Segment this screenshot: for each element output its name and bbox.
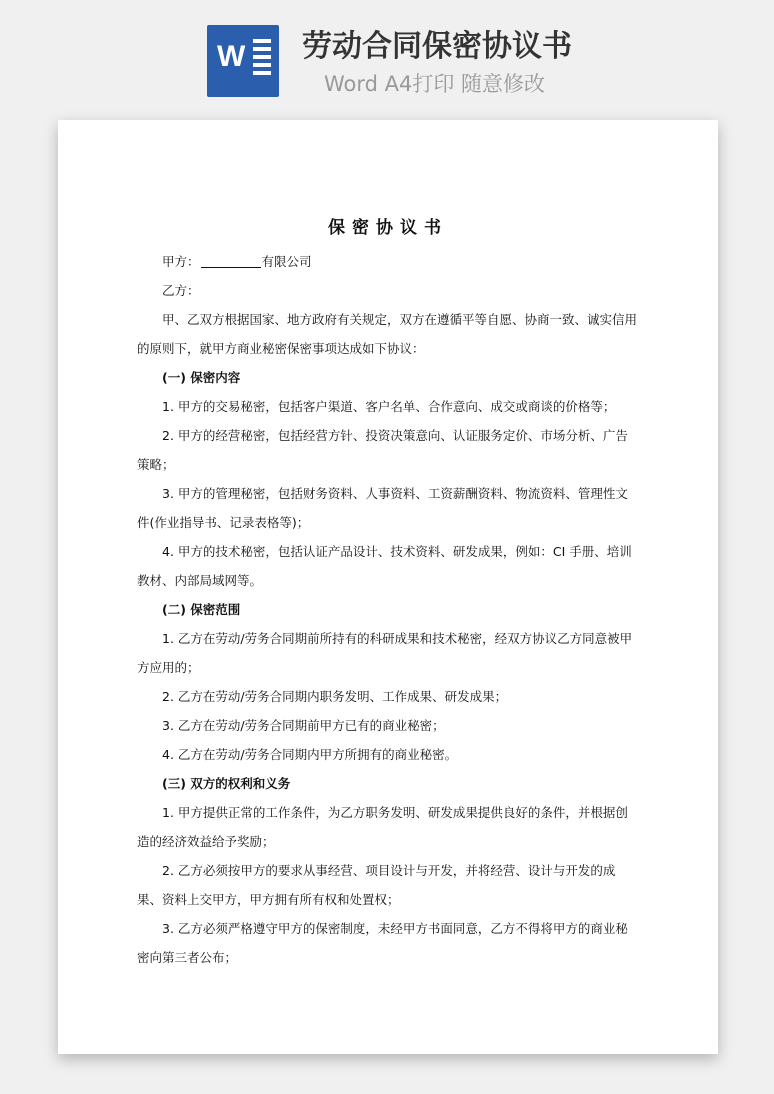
document-title: 保密协议书 (328, 218, 448, 238)
party-b-line: 乙方： (162, 283, 200, 298)
page-subtitle: Word A4打印 随意修改 (324, 72, 546, 96)
section-heading: (一) 保密内容 (162, 370, 241, 385)
list-item: 2. 乙方在劳动/劳务合同期内职务发明、工作成果、研发成果； (162, 689, 508, 704)
word-icon (207, 25, 279, 97)
page-title: 劳动合同保密协议书 (302, 29, 572, 64)
list-item: 1. 乙方在劳动/劳务合同期前所持有的科研成果和技术秘密，经双方协议乙方同意被甲方应用的； (137, 631, 633, 675)
section-heading: (三) 双方的权利和义务 (162, 776, 291, 791)
list-item: 2. 甲方的经营秘密，包括经营方针、投资决策意向、认证服务定价、市场分析、广告策略； (137, 428, 628, 472)
list-item: 4. 乙方在劳动/劳务合同期内甲方所拥有的商业秘密。 (162, 747, 458, 762)
party-a-line: 甲方： 有限公司 (162, 254, 312, 269)
list-item: 3. 乙方在劳动/劳务合同期前甲方已有的商业秘密； (162, 718, 445, 733)
list-item: 3. 甲方的管理秘密，包括财务资料、人事资料、工资薪酬资料、物流资料、管理性文件(作业指导书、记录表格等)； (137, 486, 628, 530)
list-item: 1. 甲方提供正常的工作条件，为乙方职务发明、研发成果提供良好的条件，并根据创造的经济效益给予奖励； (137, 805, 628, 849)
list-item: 4. 甲方的技术秘密，包括认证产品设计、技术资料、研发成果，例如：CI 手册、培训教材、内部局域网等。 (137, 544, 632, 588)
word-icon-lines (253, 39, 271, 79)
watermark (91, 450, 113, 480)
list-item: 2. 乙方必须按甲方的要求从事经营、项目设计与开发，并将经营、设计与开发的成果、资料上交甲方，甲方拥有所有权和处置权； (137, 863, 616, 907)
section-heading: (二) 保密范围 (162, 602, 241, 617)
list-item: 3. 乙方必须严格遵守甲方的保密制度，未经甲方书面同意，乙方不得将甲方的商业秘密向第三者公布； (137, 921, 628, 965)
word-icon-letter: W (217, 40, 246, 73)
document-page (58, 120, 718, 1054)
document-body (137, 247, 637, 972)
list-item: 1. 甲方的交易秘密，包括客户渠道、客户名单、合作意向、成交或商谈的价格等； (162, 399, 616, 414)
header (0, 0, 774, 110)
party-a-blank (201, 253, 261, 268)
intro-paragraph: 甲、乙双方根据国家、地方政府有关规定，双方在遵循平等自愿、协商一致、诚实信用的原则下，就甲方商业秘密保密事项达成如下协议： (137, 312, 638, 356)
